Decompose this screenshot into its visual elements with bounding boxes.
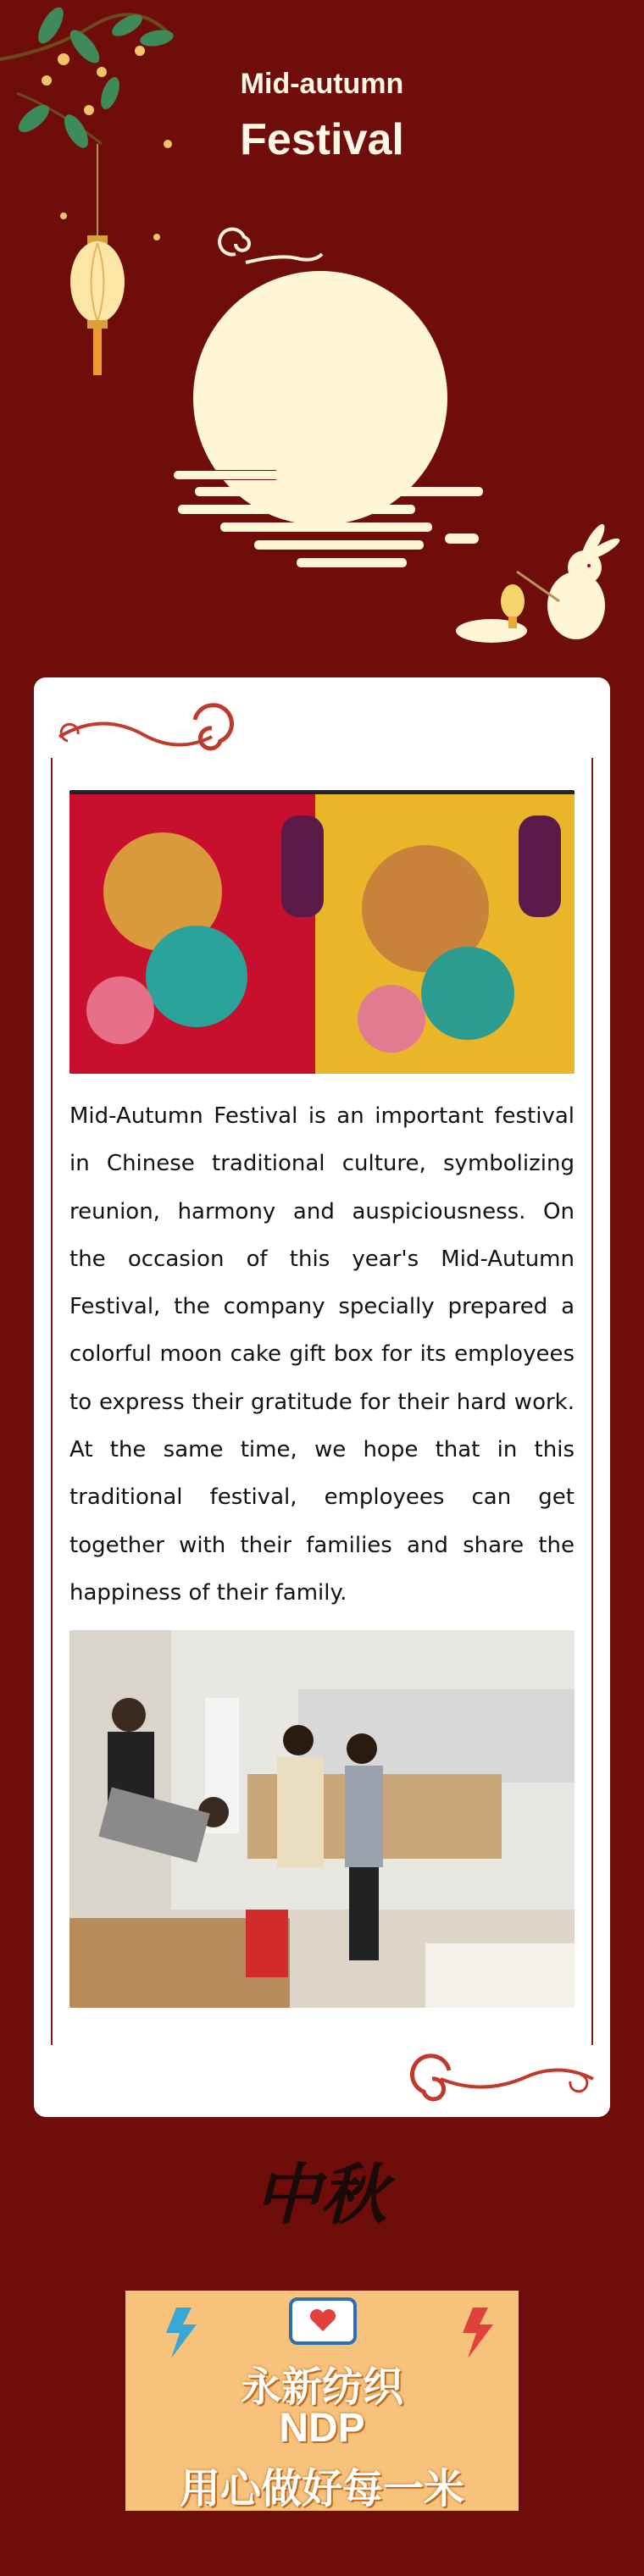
tv-heart-icon [291, 2299, 355, 2343]
banner-line-3: 用心做好每一米 [179, 2467, 464, 2512]
cloud-ornament-bottom-icon [398, 2037, 602, 2104]
employees-photo [69, 1630, 575, 2008]
lightning-blue-icon [166, 2308, 197, 2358]
title-line-2: Festival [240, 115, 404, 164]
osmanthus-branch-icon [0, 3, 175, 240]
calligraphy-zhongqiu: 中秋 [254, 2157, 387, 2234]
title-line-1: Mid-autumn [240, 68, 404, 100]
lantern-icon [70, 144, 125, 375]
rabbit-icon [456, 522, 622, 643]
header-illustration [0, 0, 644, 677]
banner-line-2: NDP [279, 2406, 365, 2451]
cloud-swirl-icon [219, 229, 322, 263]
gift-box-photo [69, 790, 575, 1074]
cloud-ornament-top-icon [51, 694, 254, 762]
lightning-red-icon [463, 2308, 493, 2358]
banner-line-1: 永新纺织 [240, 2365, 403, 2410]
article-paragraph: Mid-Autumn Festival is an important festival in Chinese traditional culture, symbolizing reunion, harmony and auspiciousness. On the occasion of this year's Mid-Autumn Festival, the company specially prepared a colorful moon cake gift box for its employees to express their gratitude for their hard work. At the same time, we hope that in this traditional festival, employees can get together with their families and share the happiness of their family. [69, 1103, 575, 1606]
card-border-left [51, 758, 53, 2045]
card-border-right [591, 758, 593, 2045]
